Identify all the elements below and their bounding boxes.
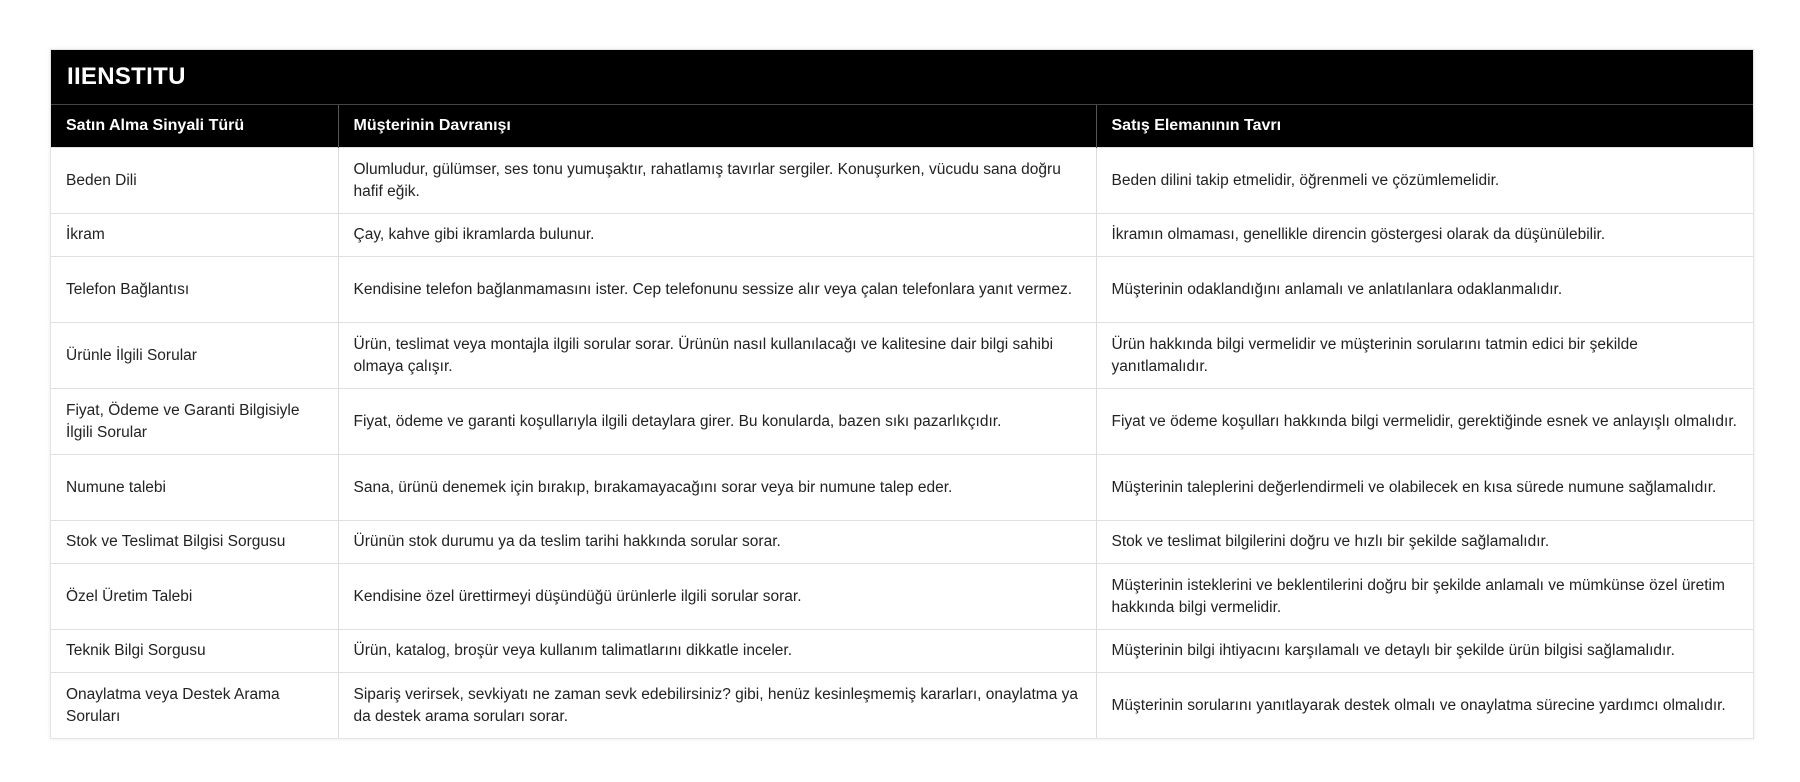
salesperson-attitude-cell: Fiyat ve ödeme koşulları hakkında bilgi vermelidir, gerektiğinde esnek ve anlayışlı olmalıdır.	[1096, 389, 1753, 455]
customer-behavior-cell: Kendisine özel ürettirmeyi düşündüğü ürünlerle ilgili sorular sorar.	[338, 564, 1096, 630]
customer-behavior-cell: Olumludur, gülümser, ses tonu yumuşaktır, rahatlamış tavırlar sergiler. Konuşurken, vücudu sana doğru hafif eğik.	[338, 148, 1096, 214]
salesperson-attitude-cell: Müşterinin sorularını yanıtlayarak destek olmalı ve onaylatma sürecine yardımcı olmalıdır.	[1096, 673, 1753, 739]
table-row	[51, 455, 1753, 521]
salesperson-attitude-cell: Beden dilini takip etmelidir, öğrenmeli ve çözümlemelidir.	[1096, 148, 1753, 214]
customer-behavior-cell: Çay, kahve gibi ikramlarda bulunur.	[338, 214, 1096, 257]
customer-behavior-cell: Fiyat, ödeme ve garanti koşullarıyla ilgili detaylara girer. Bu konularda, bazen sıkı pazarlıkçıdır.	[338, 389, 1096, 455]
signal-type-cell: Fiyat, Ödeme ve Garanti Bilgisiyle İlgili Sorular	[51, 389, 338, 455]
table-row	[51, 564, 1753, 630]
table-row	[51, 630, 1753, 673]
salesperson-attitude-cell: Stok ve teslimat bilgilerini doğru ve hızlı bir şekilde sağlamalıdır.	[1096, 521, 1753, 564]
customer-behavior-cell: Kendisine telefon bağlanmamasını ister. Cep telefonunu sessize alır veya çalan telefonlara yanıt vermez.	[338, 257, 1096, 323]
customer-behavior-cell: Sana, ürünü denemek için bırakıp, bırakamayacağını sorar veya bir numune talep eder.	[338, 455, 1096, 521]
signal-type-cell: Ürünle İlgili Sorular	[51, 323, 338, 389]
buying-signals-table	[51, 105, 1753, 738]
table-row	[51, 257, 1753, 323]
signal-type-cell: Teknik Bilgi Sorgusu	[51, 630, 338, 673]
signal-type-cell: Özel Üretim Talebi	[51, 564, 338, 630]
signal-type-cell: İkram	[51, 214, 338, 257]
signal-type-cell: Beden Dili	[51, 148, 338, 214]
table-row	[51, 148, 1753, 214]
table-row	[51, 521, 1753, 564]
signal-type-cell: Numune talebi	[51, 455, 338, 521]
column-header: Satış Elemanının Tavrı	[1096, 105, 1753, 148]
salesperson-attitude-cell: İkramın olmaması, genellikle direncin göstergesi olarak da düşünülebilir.	[1096, 214, 1753, 257]
table-row	[51, 673, 1753, 739]
customer-behavior-cell: Ürün, katalog, broşür veya kullanım talimatlarını dikkatle inceler.	[338, 630, 1096, 673]
salesperson-attitude-cell: Müşterinin taleplerini değerlendirmeli ve olabilecek en kısa sürede numune sağlamalıdır.	[1096, 455, 1753, 521]
salesperson-attitude-cell: Müşterinin bilgi ihtiyacını karşılamalı ve detaylı bir şekilde ürün bilgisi sağlamalıdır.	[1096, 630, 1753, 673]
salesperson-attitude-cell: Müşterinin isteklerini ve beklentilerini doğru bir şekilde anlamalı ve mümkünse özel üretim hakkında bilgi vermelidir.	[1096, 564, 1753, 630]
signal-type-cell: Telefon Bağlantısı	[51, 257, 338, 323]
table-card	[50, 49, 1754, 739]
customer-behavior-cell: Ürün, teslimat veya montajla ilgili sorular sorar. Ürünün nasıl kullanılacağı ve kalitesine dair bilgi sahibi olmaya çalışır.	[338, 323, 1096, 389]
header-row	[51, 105, 1753, 148]
table-row	[51, 214, 1753, 257]
salesperson-attitude-cell: Müşterinin odaklandığını anlamalı ve anlatılanlara odaklanmalıdır.	[1096, 257, 1753, 323]
brand-title: IIENSTITU	[51, 50, 1753, 105]
signal-type-cell: Stok ve Teslimat Bilgisi Sorgusu	[51, 521, 338, 564]
column-header: Müşterinin Davranışı	[338, 105, 1096, 148]
customer-behavior-cell: Sipariş verirsek, sevkiyatı ne zaman sevk edebilirsiniz? gibi, henüz kesinleşmemiş kararları, onaylatma ya da destek arama soruları sorar.	[338, 673, 1096, 739]
table-row	[51, 323, 1753, 389]
column-header: Satın Alma Sinyali Türü	[51, 105, 338, 148]
customer-behavior-cell: Ürünün stok durumu ya da teslim tarihi hakkında sorular sorar.	[338, 521, 1096, 564]
salesperson-attitude-cell: Ürün hakkında bilgi vermelidir ve müşterinin sorularını tatmin edici bir şekilde yanıtlamalıdır.	[1096, 323, 1753, 389]
signal-type-cell: Onaylatma veya Destek Arama Soruları	[51, 673, 338, 739]
table-row	[51, 389, 1753, 455]
